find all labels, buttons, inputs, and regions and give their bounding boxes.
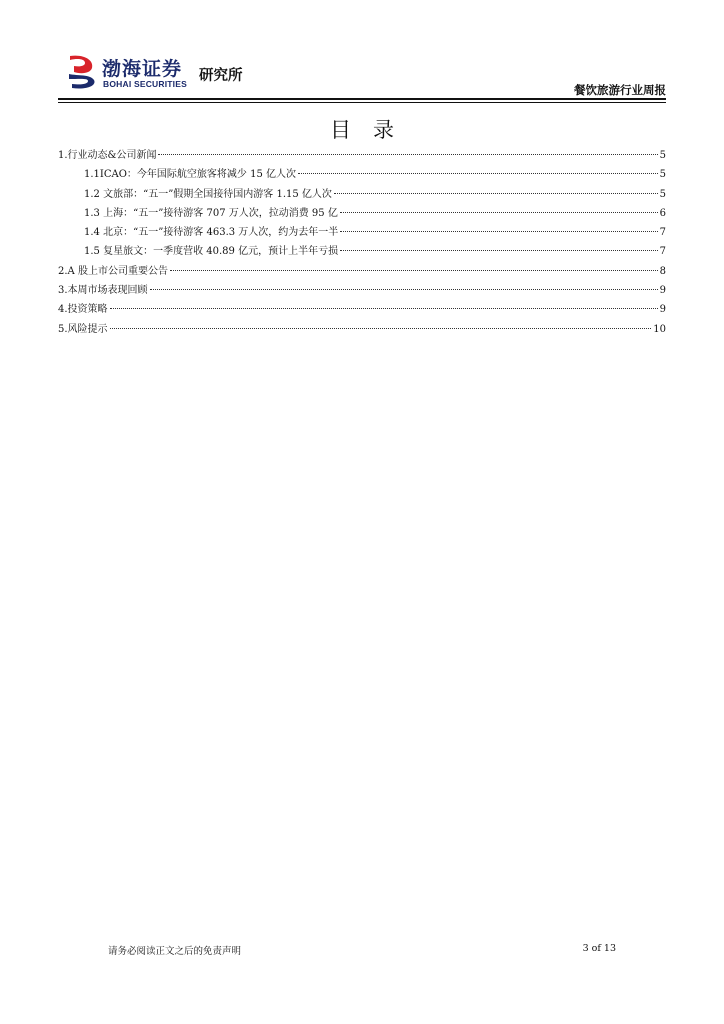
toc-entry[interactable] (58, 146, 666, 165)
toc-entry-page: 6 (659, 207, 666, 219)
toc-entry-page: 5 (659, 169, 666, 181)
toc-leader (298, 173, 658, 174)
toc-entry-page: 9 (659, 304, 666, 316)
toc-leader (340, 250, 658, 251)
toc-leader (110, 308, 658, 309)
bohai-logo-icon (66, 54, 98, 90)
toc-entry-label: 1.3 上海：“五一”接待游客 707 万人次，拉动消费 95 亿 (84, 207, 338, 219)
toc-entry-label: 1.1ICAO：今年国际航空旅客将减少 15 亿人次 (84, 169, 297, 181)
toc-entry[interactable] (58, 165, 666, 184)
toc-entry-label: 4.投资策略 (58, 304, 108, 316)
toc-entry-label: 5.风险提示 (58, 323, 108, 335)
toc-leader (158, 154, 657, 155)
table-of-contents (58, 146, 666, 339)
toc-leader (150, 289, 658, 290)
company-logo (66, 52, 266, 96)
toc-entry-page: 5 (659, 150, 666, 161)
institute-label: 研究所 (199, 68, 243, 84)
toc-entry-label: 2.A 股上市公司重要公告 (58, 265, 168, 277)
toc-entry[interactable] (58, 223, 666, 242)
toc-title: 目录 (330, 118, 416, 142)
toc-entry-page: 10 (653, 323, 666, 335)
toc-entry[interactable] (58, 242, 666, 261)
toc-leader (110, 328, 652, 329)
toc-entry-page: 9 (659, 285, 666, 297)
toc-entry[interactable] (58, 204, 666, 223)
footer-disclaimer: 请务必阅读正文之后的免责声明 (108, 946, 242, 957)
header-divider-thin (58, 102, 666, 103)
toc-entry[interactable] (58, 185, 666, 204)
logo-chinese-name: 渤海证券 (102, 58, 183, 80)
footer-page-number: 3 of 13 (582, 943, 616, 954)
toc-entry-label: 1.行业动态&公司新闻 (58, 150, 157, 161)
report-type: 餐饮旅游行业周报 (574, 83, 666, 97)
toc-entry-label: 1.2 文旅部：“五一”假期全国接待国内游客 1.15 亿人次 (84, 188, 332, 200)
toc-entry-page: 7 (659, 246, 666, 258)
toc-entry-label: 1.4 北京：“五一”接待游客 463.3 万人次，约为去年一半 (84, 227, 339, 239)
toc-entry[interactable] (58, 320, 666, 339)
logo-english-name: BOHAI SECURITIES (103, 79, 187, 89)
toc-leader (334, 193, 658, 194)
toc-entry-label: 3.本周市场表现回顾 (58, 285, 148, 297)
toc-leader (340, 231, 657, 232)
header-divider (58, 98, 666, 100)
toc-entry-page: 7 (659, 227, 666, 239)
toc-entry-page: 5 (659, 188, 666, 200)
toc-entry[interactable] (58, 281, 666, 300)
toc-entry[interactable] (58, 262, 666, 281)
toc-entry-page: 8 (659, 265, 666, 277)
toc-entry[interactable] (58, 300, 666, 319)
toc-leader (170, 270, 658, 271)
toc-leader (340, 212, 658, 213)
toc-entry-label: 1.5 复星旅文：一季度营收 40.89 亿元，预计上半年亏损 (84, 246, 339, 258)
